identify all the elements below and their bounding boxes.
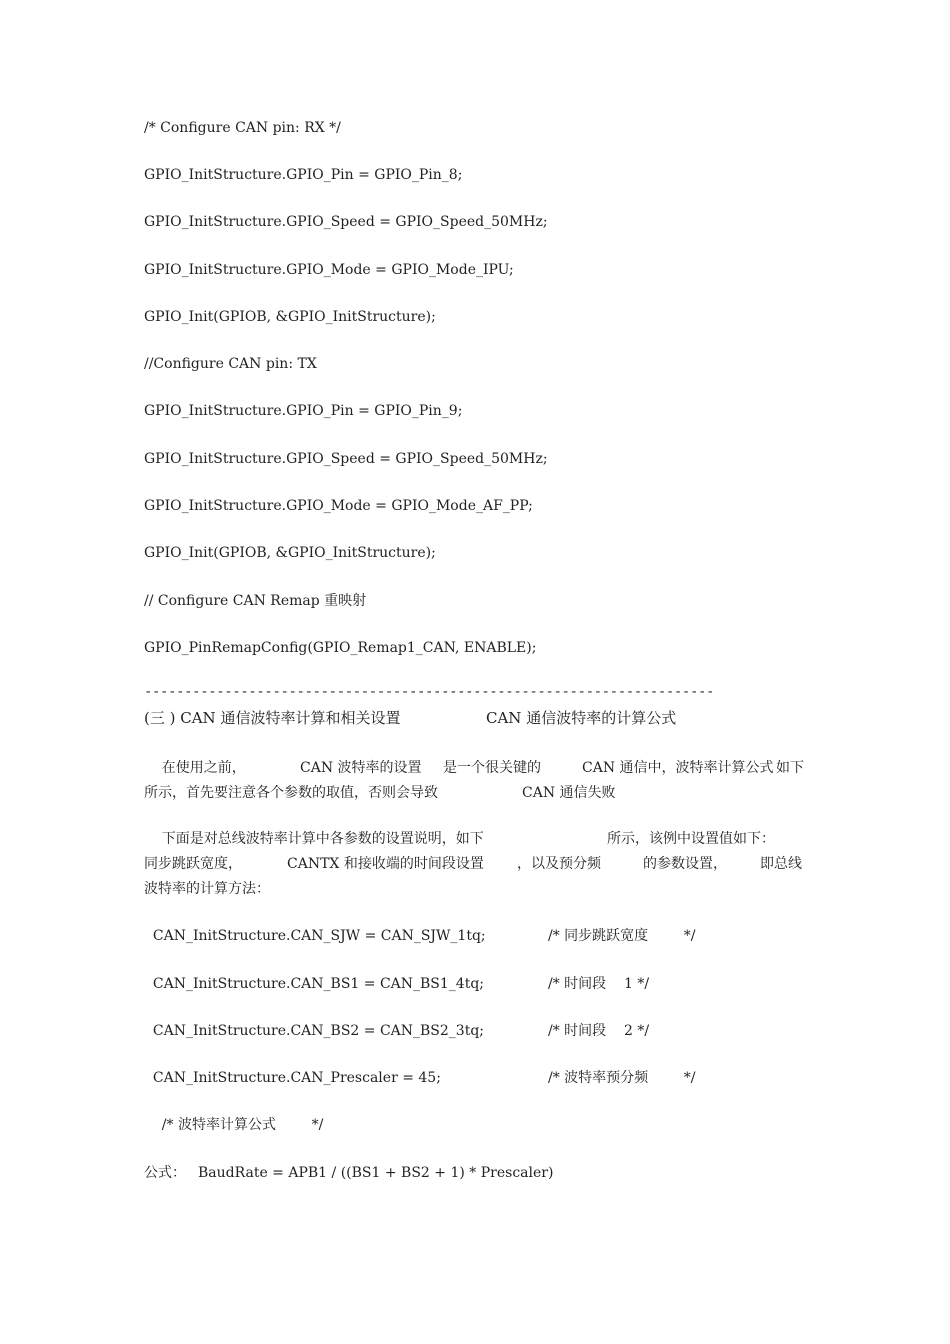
code-line: GPIO_Init(GPIOB, &GPIO_InitStructure);	[144, 545, 436, 561]
paragraph-text: 即总线	[760, 856, 802, 872]
code-line: GPIO_PinRemapConfig(GPIO_Remap1_CAN, ENABLE);	[144, 640, 537, 656]
code-line: GPIO_InitStructure.GPIO_Mode = GPIO_Mode_IPU;	[144, 262, 514, 278]
code-line: GPIO_InitStructure.GPIO_Speed = GPIO_Speed_50MHz;	[144, 451, 548, 467]
code-line: CAN_InitStructure.CAN_Prescaler = 45;	[144, 1070, 441, 1086]
code-comment: /* 时间段 2 */	[548, 1023, 650, 1039]
paragraph-text: 所示，该例中设置值如下：	[607, 831, 775, 847]
code-line: GPIO_InitStructure.GPIO_Pin = GPIO_Pin_9;	[144, 403, 463, 419]
code-line: GPIO_InitStructure.GPIO_Speed = GPIO_Speed_50MHz;	[144, 214, 548, 230]
code-comment: /* 时间段 1 */	[548, 976, 650, 992]
baud-rate-formula: BaudRate = APB1 / ((BS1 + BS2 + 1) * Prescaler)	[198, 1165, 554, 1181]
code-line: GPIO_InitStructure.GPIO_Pin = GPIO_Pin_8;	[144, 167, 463, 183]
section-heading: (三 ) CAN 通信波特率计算和相关设置	[144, 709, 401, 727]
code-line: //Configure CAN pin: TX	[144, 356, 317, 372]
paragraph-text: CAN 波特率的设置	[300, 760, 422, 776]
code-comment: /* 波特率预分频 */	[548, 1070, 696, 1086]
code-line: /* Configure CAN pin: RX */	[144, 120, 341, 136]
section-heading-formula-title: CAN 通信波特率的计算公式	[486, 709, 677, 727]
formula-comment: /* 波特率计算公式 */	[144, 1117, 324, 1133]
separator-line: -----------------------------------------------------------------------	[144, 684, 715, 700]
code-line: GPIO_Init(GPIOB, &GPIO_InitStructure);	[144, 309, 436, 325]
paragraph-text: CAN 通信失败	[522, 785, 616, 801]
paragraph-text: 是一个很关键的	[443, 760, 541, 776]
code-line: // Configure CAN Remap 重映射	[144, 593, 367, 609]
paragraph-text: 下面是对总线波特率计算中各参数的设置说明，如下	[144, 831, 484, 847]
paragraph-text: 在使用之前，	[144, 760, 246, 776]
paragraph-text: 所示，首先要注意各个参数的取值，否则会导致	[144, 785, 438, 801]
paragraph-text: CANTX 和接收端的时间段设置	[287, 856, 484, 872]
code-line: GPIO_InitStructure.GPIO_Mode = GPIO_Mode_AF_PP;	[144, 498, 533, 514]
paragraph-text: CAN 通信中，波特率计算公式	[582, 760, 774, 776]
code-line: CAN_InitStructure.CAN_SJW = CAN_SJW_1tq;	[144, 928, 486, 944]
paragraph-text: 的参数设置，	[643, 856, 727, 872]
paragraph-text: 波特率的计算方法：	[144, 881, 270, 897]
formula-prefix: 公式：	[144, 1165, 186, 1181]
code-line: CAN_InitStructure.CAN_BS2 = CAN_BS2_3tq;	[144, 1023, 485, 1039]
paragraph-text: ，以及预分频	[517, 856, 601, 872]
code-comment: /* 同步跳跃宽度 */	[548, 928, 696, 944]
code-line: CAN_InitStructure.CAN_BS1 = CAN_BS1_4tq;	[144, 976, 485, 992]
paragraph-text: 如下	[776, 760, 804, 776]
paragraph-text: 同步跳跃宽度，	[144, 856, 242, 872]
